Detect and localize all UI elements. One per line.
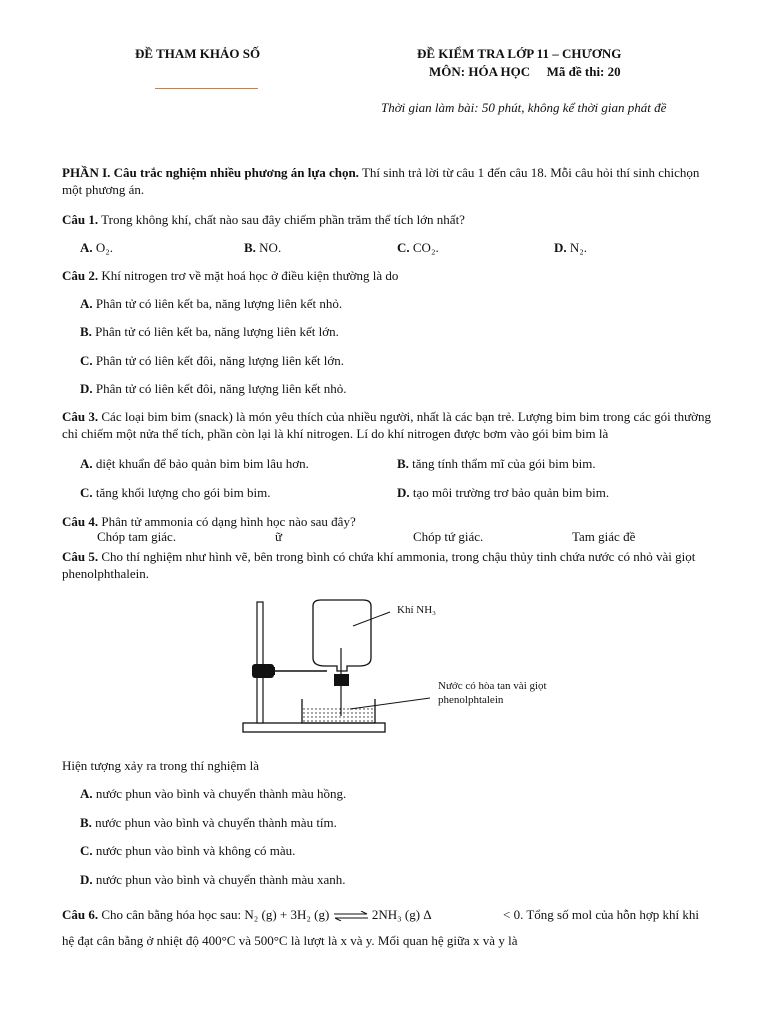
question-6 xyxy=(62,907,432,923)
question-6-line2: hệ đạt cân bằng ở nhiệt độ 400°C và 500°C là lượt là x và y. Mối quan hệ giữa x và y là xyxy=(62,933,518,948)
q2-option-c[interactable] xyxy=(80,353,344,369)
q3-option-a[interactable] xyxy=(80,456,309,472)
q4-option-4[interactable]: Tam giác đề xyxy=(572,529,636,544)
part1-instruction: Thí sinh trả lời từ câu 1 đến câu 18. Mỗi câu hỏi thí sinh chichọn một phương án. xyxy=(62,165,700,197)
option-letter: D. xyxy=(397,485,410,500)
option-letter: A. xyxy=(80,786,93,801)
option-text: nước phun vào bình và chuyển thành màu tím. xyxy=(91,815,337,830)
option-text: tạo môi trường trơ bảo quản bim bim. xyxy=(409,485,610,500)
option-text: Phân tử có liên kết đôi, năng lượng liên kết nhỏ. xyxy=(92,381,347,396)
option-letter: D. xyxy=(80,381,93,396)
question-5-prompt: Hiện tượng xảy ra trong thí nghiệm là xyxy=(62,758,259,773)
exam-title: ĐỀ KIỂM TRA LỚP 11 – CHƯƠNG xyxy=(417,46,622,61)
clamp-screw xyxy=(265,667,275,675)
option-text: nước phun vào bình và chuyển thành màu xanh. xyxy=(92,872,346,887)
question-1-text: Trong không khí, chất nào sau đây chiếm phần trăm thể tích lớn nhất? xyxy=(98,212,465,227)
question-2 xyxy=(62,267,717,284)
q3-option-b[interactable] xyxy=(397,456,596,472)
question-3 xyxy=(62,408,717,442)
option-letter: B. xyxy=(397,456,409,471)
q3-option-d[interactable] xyxy=(397,485,609,501)
option-text: Phân tử có liên kết đôi, năng lượng liên kết lớn. xyxy=(92,353,344,368)
question-6-tail: < 0. Tổng số mol của hỗn hợp khí khi xyxy=(503,907,699,922)
q1-option-d[interactable] xyxy=(554,240,587,256)
option-text: nước phun vào bình và không có màu. xyxy=(92,843,296,858)
q4-option-1[interactable]: Chóp tam giác. xyxy=(97,529,177,544)
option-text: nước phun vào bình và chuyển thành màu hồng. xyxy=(92,786,347,801)
question-3-text: Các loại bim bim (snack) là món yêu thích của nhiều người, nhất là các bạn trẻ. Lượng bim bim trong các gói thường chỉ chiếm một nửa thể tích, phần còn lại là khí nitrogen. Lí do khí nitrogen được bơm vào gói bim bim là xyxy=(62,409,712,441)
q5-option-d[interactable] xyxy=(80,872,346,888)
question-4-label: Câu 4. xyxy=(62,514,99,529)
water-label-line1: Nước có hòa tan vài giọt xyxy=(438,680,547,692)
equilibrium-arrows-icon xyxy=(333,911,369,921)
q4-option-2[interactable]: ữ xyxy=(275,529,283,544)
water-leader-line xyxy=(350,698,430,709)
q3-option-c[interactable] xyxy=(80,485,271,501)
option-text: diệt khuẩn để bảo quản bim bim lâu hơn. xyxy=(92,456,309,471)
question-4 xyxy=(62,513,717,530)
q2-option-d[interactable] xyxy=(80,381,346,397)
option-letter: B. xyxy=(80,815,92,830)
stand-base xyxy=(243,723,385,732)
q2-option-b[interactable] xyxy=(80,324,339,340)
option-letter: B. xyxy=(80,324,92,339)
option-letter: C. xyxy=(397,240,410,255)
part1-heading: PHẦN I. Câu trắc nghiệm nhiều phương án lựa chọn. xyxy=(62,165,359,180)
option-letter: A. xyxy=(80,296,93,311)
option-text: Phân tử có liên kết ba, năng lượng liên kết nhỏ. xyxy=(92,296,343,311)
q1-option-b[interactable] xyxy=(244,240,281,256)
option-letter: D. xyxy=(80,872,93,887)
reference-exam-title: ĐỀ THAM KHẢO SỐ xyxy=(135,46,261,61)
gas-label: Khí NH₃ xyxy=(397,604,436,616)
title-underline xyxy=(155,88,258,89)
option-text: Phân tử có liên kết ba, năng lượng liên kết lớn. xyxy=(91,324,339,339)
question-2-text: Khí nitrogen trơ về mặt hoá học ở điều kiện thường là do xyxy=(98,268,399,283)
inverted-flask xyxy=(313,600,371,671)
option-text: N₂. xyxy=(566,240,588,255)
question-2-label: Câu 2. xyxy=(62,268,99,283)
q5-option-a[interactable] xyxy=(80,786,346,802)
option-letter: C. xyxy=(80,843,93,858)
option-letter: A. xyxy=(80,240,93,255)
option-letter: C. xyxy=(80,353,93,368)
part1-intro xyxy=(62,164,717,198)
ammonia-fountain-figure xyxy=(235,596,575,746)
question-3-label: Câu 3. xyxy=(62,409,99,424)
question-1 xyxy=(62,211,717,228)
question-4-text: Phân tử ammonia có dạng hình học nào sau đây? xyxy=(98,514,356,529)
option-letter: C. xyxy=(80,485,93,500)
question-5-text: Cho thí nghiệm như hình vẽ, bên trong bình có chứa khí ammonia, trong chậu thủy tinh chứa nước có nhỏ vài giọt phenolphthalein. xyxy=(62,549,696,581)
subject-line xyxy=(429,64,621,80)
stopper xyxy=(334,674,349,686)
option-text: NO. xyxy=(255,240,282,255)
question-6-text: Cho cân bằng hóa học sau: N₂ (g) + 3H₂ (g) xyxy=(98,907,333,922)
option-letter: D. xyxy=(554,240,567,255)
q4-option-3[interactable]: Chóp tứ giác. xyxy=(413,529,484,544)
water xyxy=(303,706,374,722)
option-text: CO₂. xyxy=(409,240,439,255)
option-text: tăng tính thẩm mĩ của gói bim bim. xyxy=(408,456,596,471)
q1-option-c[interactable] xyxy=(397,240,439,256)
question-5-label: Câu 5. xyxy=(62,549,99,564)
q2-option-a[interactable] xyxy=(80,296,342,312)
exam-code: Mã đề thi: 20 xyxy=(546,64,621,79)
option-text: O₂. xyxy=(92,240,114,255)
water-label-line2: phenolphtalein xyxy=(438,694,504,706)
q5-option-c[interactable] xyxy=(80,843,295,859)
question-6-product: 2NH₃ (g) Δ xyxy=(368,907,432,922)
question-5 xyxy=(62,548,717,582)
question-1-label: Câu 1. xyxy=(62,212,99,227)
option-text: tăng khối lượng cho gói bim bim. xyxy=(92,485,271,500)
option-letter: A. xyxy=(80,456,93,471)
q1-option-a[interactable] xyxy=(80,240,113,256)
question-6-label: Câu 6. xyxy=(62,907,99,922)
subject: MÔN: HÓA HỌC xyxy=(429,64,531,79)
time-note: Thời gian làm bài: 50 phút, không kể thời gian phát đề xyxy=(381,100,667,115)
stand-rod xyxy=(257,602,263,723)
q5-option-b[interactable] xyxy=(80,815,337,831)
option-letter: B. xyxy=(244,240,256,255)
